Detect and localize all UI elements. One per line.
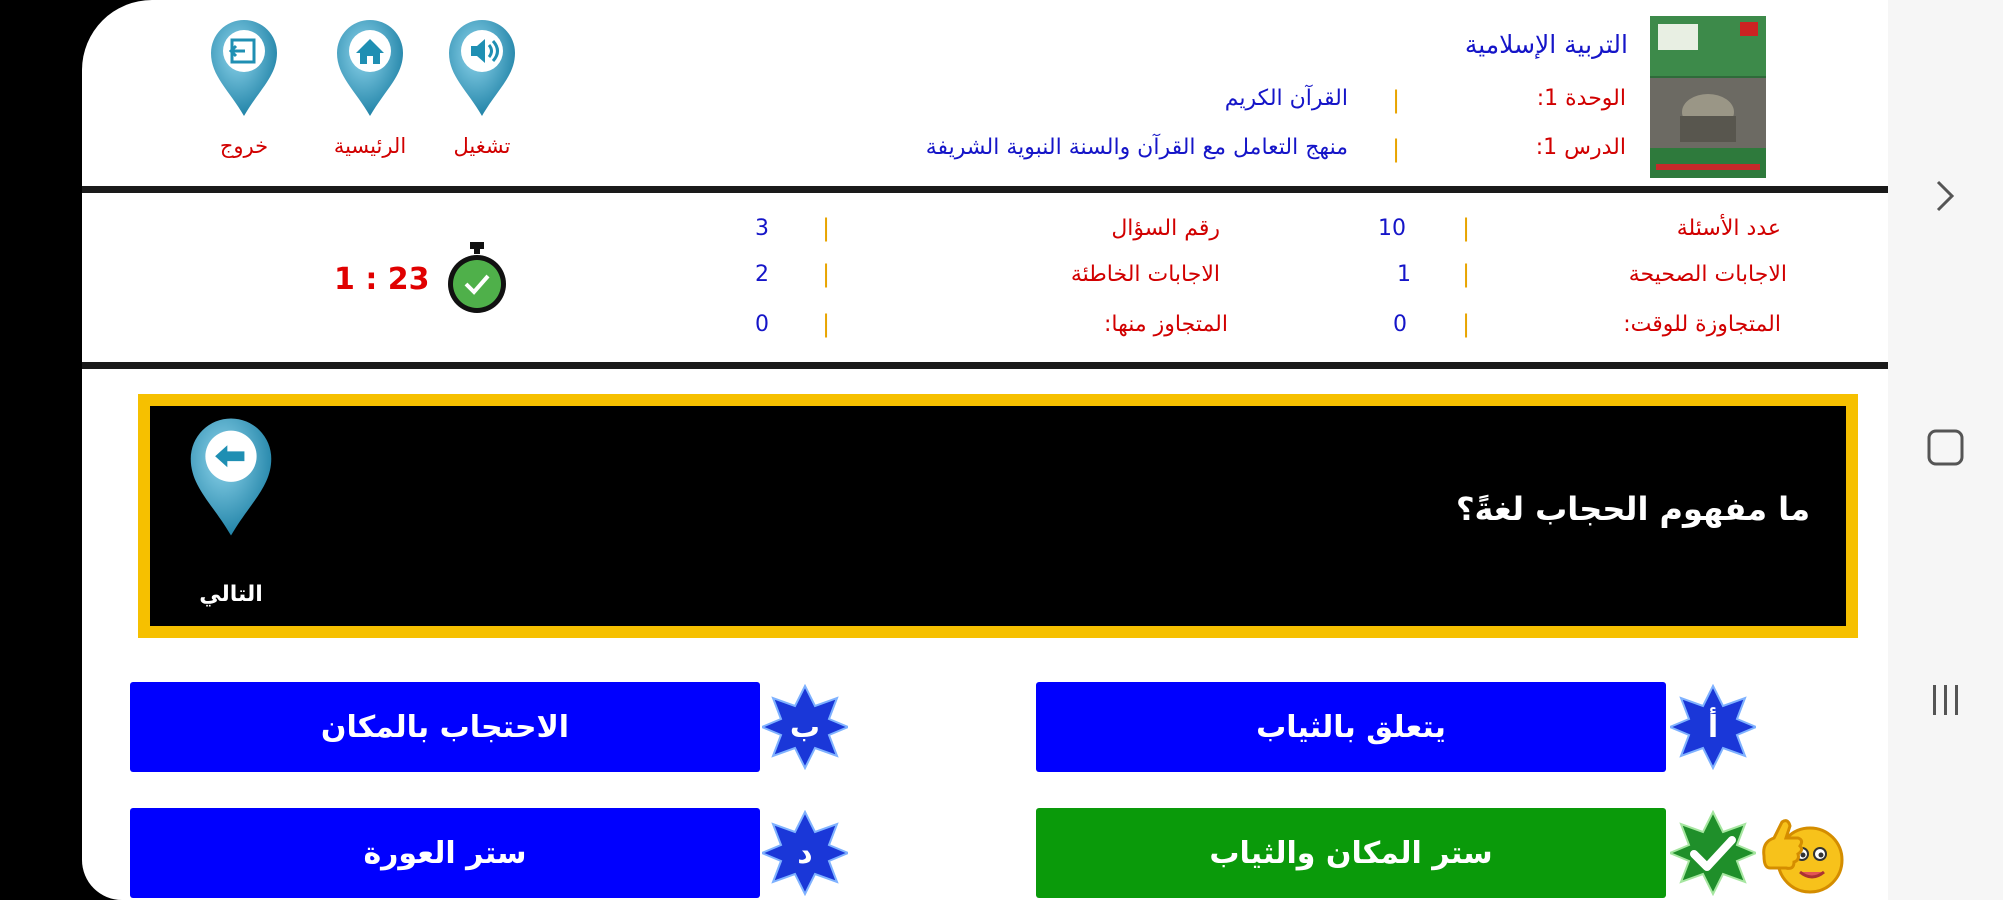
answer-badge-d [762, 810, 848, 896]
chevron-right-icon[interactable] [1888, 176, 2003, 216]
separator: | [1462, 310, 1471, 338]
separator: | [822, 310, 831, 338]
question-number-label: رقم السؤال [1111, 216, 1220, 241]
lesson-value: منهج التعامل مع القرآن والسنة النبوية الشريفة [925, 135, 1348, 160]
answer-badge-c [1670, 810, 1756, 896]
question-text: ما مفهوم الحجاب لغةً؟ [1455, 490, 1810, 528]
separator: | [1392, 86, 1401, 114]
total-questions-label: عدد الأسئلة [1676, 216, 1781, 241]
answer-letter-a: أ [1707, 709, 1719, 745]
home-square-icon[interactable] [1888, 428, 2003, 468]
next-button[interactable] [176, 416, 286, 616]
home-label: الرئيسية [333, 134, 407, 158]
speaker-icon [447, 18, 517, 118]
header-divider [82, 186, 1888, 193]
subject-title: التربية الإسلامية [1464, 30, 1628, 59]
exit-button[interactable] [204, 18, 284, 168]
next-label: التالي [199, 582, 263, 607]
answer-letter-c [1670, 810, 1756, 896]
separator: | [1462, 214, 1471, 242]
answer-option-d[interactable]: ستر العورة [130, 808, 760, 898]
unit-value: القرآن الكريم [1224, 86, 1348, 111]
question-box [138, 394, 1858, 638]
separator: | [822, 214, 831, 242]
answer-option-a[interactable]: يتعلق بالثياب [1036, 682, 1666, 772]
timeout-answers-label: المتجاوزة للوقت: [1623, 312, 1781, 337]
timer-value: 1 : 23 [334, 262, 430, 297]
quiz-app [82, 0, 1888, 900]
answer-badge-b [762, 684, 848, 770]
wrong-answers-label: الاجابات الخاطئة [1070, 262, 1220, 287]
stopwatch-icon [444, 240, 510, 316]
separator: | [822, 260, 831, 288]
book-cover-image [1650, 16, 1766, 178]
home-icon [335, 18, 405, 118]
answer-option-b[interactable]: الاحتجاب بالمكان [130, 682, 760, 772]
thumbs-up-emoji-icon [1758, 812, 1848, 896]
recent-apps-icon[interactable] [1888, 681, 2003, 721]
wrong-answers-value: 2 [755, 262, 769, 287]
arrow-left-icon [188, 416, 274, 538]
question-number-value: 3 [755, 216, 769, 241]
home-button[interactable] [320, 18, 420, 168]
lesson-label: الدرس 1: [1535, 135, 1626, 160]
answer-option-c[interactable]: ستر المكان والثياب [1036, 808, 1666, 898]
play-button[interactable] [442, 18, 522, 168]
unit-label: الوحدة 1: [1536, 86, 1626, 111]
answer-badge-a [1670, 684, 1756, 770]
separator: | [1392, 135, 1401, 163]
play-label: تشغيل [453, 134, 511, 158]
total-questions-value: 10 [1378, 216, 1406, 241]
answer-letter-d: د [797, 835, 813, 871]
answer-letter-b: ب [789, 709, 821, 745]
skipped-answers-label: المتجاوز منها: [1104, 312, 1228, 337]
separator: | [1462, 260, 1471, 288]
skipped-answers-value: 0 [755, 312, 769, 337]
stats-divider [82, 362, 1888, 369]
exit-label: خروج [219, 134, 269, 158]
system-navigation-bar [1888, 0, 2003, 900]
exit-icon [209, 18, 279, 118]
correct-answers-label: الاجابات الصحيحة [1628, 262, 1787, 287]
timeout-answers-value: 0 [1393, 312, 1407, 337]
correct-answers-value: 1 [1397, 262, 1411, 287]
